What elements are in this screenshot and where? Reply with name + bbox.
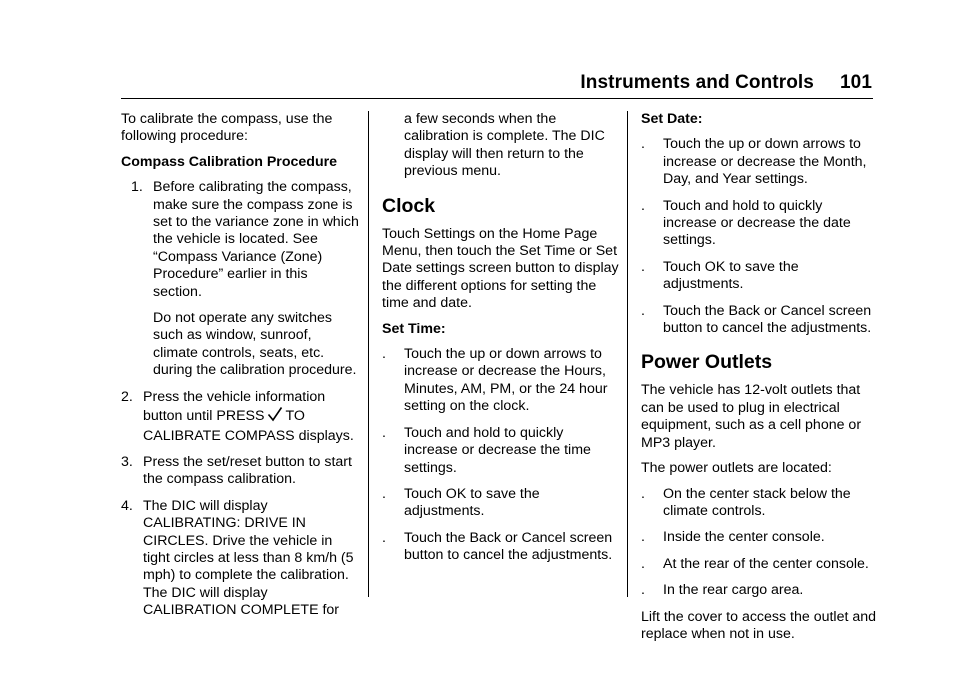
list-item-text: In the rear cargo area.: [663, 582, 804, 599]
list-item-text: Touch OK to save the adjustments.: [404, 485, 540, 520]
step-4: [121, 498, 359, 620]
list-item-text: Inside the center console.: [663, 529, 825, 546]
list-item-text: Touch the up or down arrows to increase or decrease the Month, Day, and Year settings.: [663, 136, 867, 188]
bullet-marker: .: [641, 302, 645, 319]
list-item-text: Touch the Back or Cancel screen button to cancel the adjustments.: [663, 302, 872, 337]
list-item-text: Touch the Back or Cancel screen button to cancel the adjustments.: [404, 529, 613, 564]
column-divider-1: [368, 111, 369, 597]
column-1: [121, 111, 359, 629]
step-1-note: Do not operate any switches such as window, sunroof, climate controls, seats, etc. during the calibration procedure.: [153, 310, 357, 379]
column-2: [382, 111, 620, 574]
list-item-text: Touch the up or down arrows to increase or decrease the Hours, Minutes, AM, PM, or the 24 hour setting on the clock.: [404, 346, 608, 415]
list-item: [641, 198, 879, 250]
step-text-b: TO CALIBRATE COMPASS displays.: [143, 408, 354, 444]
checkmark-icon: [267, 406, 283, 427]
bullet-marker: .: [382, 485, 386, 502]
header-rule: [121, 98, 873, 99]
list-item: [641, 486, 879, 521]
bullet-marker: .: [641, 582, 645, 599]
step-number: 2.: [121, 388, 133, 405]
column-3: [641, 111, 879, 651]
list-item-text: Touch OK to save the adjustments.: [663, 258, 799, 293]
step-3: [121, 454, 359, 489]
located-text: The power outlets are located:: [641, 460, 832, 477]
continued-text: a few seconds when the calibration is complete. The DIC display will then return to the previous menu.: [404, 111, 605, 180]
list-item-text: Touch and hold to quickly increase or decrease the date settings.: [663, 197, 851, 249]
clock-heading: Clock: [382, 194, 436, 217]
step-text: Press the set/reset button to start the compass calibration.: [143, 453, 352, 488]
bullet-marker: .: [641, 555, 645, 572]
list-item: [641, 136, 879, 188]
bullet-marker: .: [382, 529, 386, 546]
step-1: [131, 179, 359, 301]
list-item: [641, 259, 879, 294]
section-title: Instruments and Controls: [580, 72, 814, 93]
closing-text: Lift the cover to access the outlet and replace when not in use.: [641, 608, 877, 642]
list-item: [382, 486, 620, 521]
bullet-marker: .: [641, 136, 645, 153]
set-time-label: Set Time:: [382, 320, 446, 337]
bullet-marker: .: [382, 424, 386, 441]
step-text: Before calibrating the compass, make sure the compass zone is set to the variance zone in which the vehicle is located. See “Compass Variance (Zone) Procedure” earlier in this section.: [153, 179, 359, 300]
step-text-a: Press the vehicle information button until PRESS: [143, 388, 326, 425]
list-item-text: Touch and hold to quickly increase or decrease the time settings.: [404, 424, 591, 476]
step-number: 3.: [121, 453, 133, 470]
list-item: [641, 556, 879, 573]
bullet-marker: .: [641, 485, 645, 502]
list-item: [641, 582, 879, 599]
bullet-marker: .: [382, 346, 386, 363]
list-item-text: On the center stack below the climate controls.: [663, 485, 851, 519]
list-item: [641, 303, 879, 338]
power-intro: The vehicle has 12-volt outlets that can be used to plug in electrical equipment, such as a cell phone or MP3 player.: [641, 382, 862, 451]
step-text: The DIC will display CALIBRATING: DRIVE IN CIRCLES. Drive the vehicle in tight circles at less than 8 km/h (5 mph) to complete the calibration. The DIC will display CALIBRATION COMPLETE for: [143, 497, 354, 619]
step-number: 1.: [131, 179, 143, 196]
set-date-label: Set Date:: [641, 111, 703, 127]
step-number: 4.: [121, 497, 133, 514]
list-item-text: At the rear of the center console.: [663, 555, 869, 572]
column-divider-2: [627, 111, 628, 597]
page-number: 101: [839, 72, 872, 93]
list-item: [382, 346, 620, 416]
bullet-marker: .: [641, 197, 645, 214]
list-item: [382, 530, 620, 565]
list-item: [641, 529, 879, 546]
bullet-marker: .: [641, 529, 645, 546]
power-outlets-heading: Power Outlets: [641, 351, 773, 374]
page-header: [580, 72, 872, 94]
bullet-marker: .: [641, 258, 645, 275]
clock-intro: Touch Settings on the Home Page Menu, then touch the Set Time or Set Date settings screen button to display the different options for setting the time and date.: [382, 225, 619, 312]
list-item: [382, 425, 620, 477]
step-2: [121, 389, 359, 445]
procedure-title: Compass Calibration Procedure: [121, 153, 338, 170]
intro-text: To calibrate the compass, use the following procedure:: [121, 111, 333, 145]
